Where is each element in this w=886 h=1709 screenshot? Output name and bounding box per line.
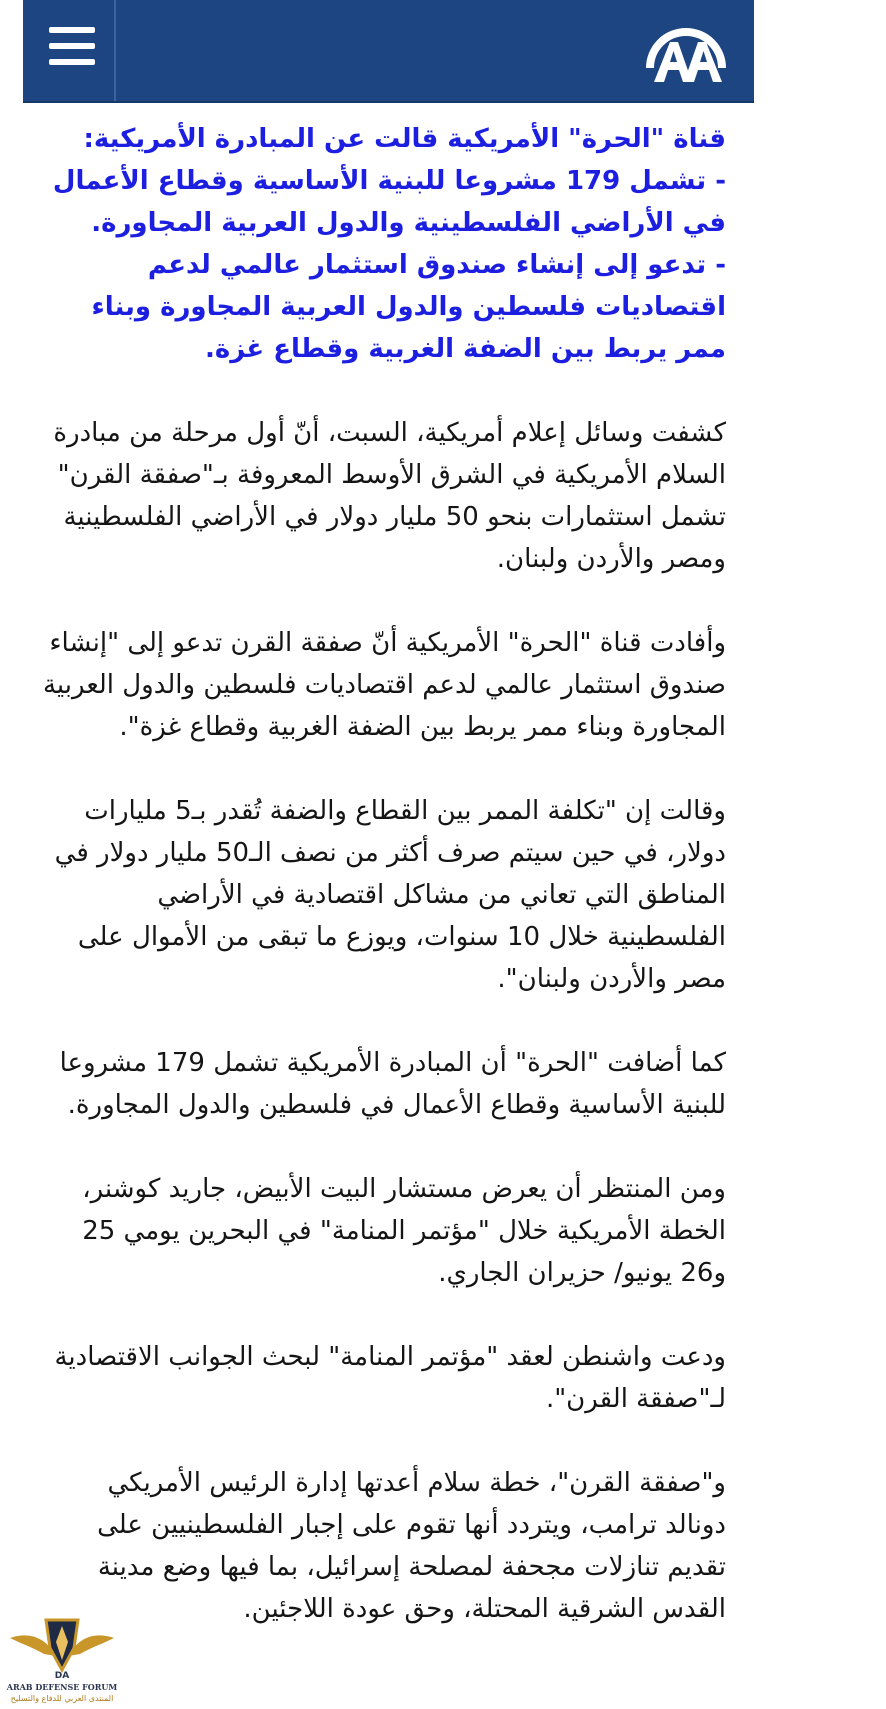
article-body (40, 118, 726, 1672)
article-paragraph: و"صفقة القرن"، خطة سلام أعدتها إدارة الرئيس الأمريكي دونالد ترامب، ويتردد أنها تقوم على إجبار الفلسطينيين على تقديم تنازلات مجحفة لمصلحة إسرائيل، بما فيها وضع مدينة القدس الشرقية المحتلة، وحق عودة اللاجئين. (97, 1468, 726, 1624)
anadolu-agency-logo[interactable] (644, 16, 728, 86)
forum-watermark (4, 1612, 120, 1708)
article-paragraph: كما أضافت "الحرة" أن المبادرة الأمريكية تشمل 179 مشروعا للبنية الأساسية وقطاع الأعمال في فلسطين والدول المجاورة. (59, 1048, 726, 1120)
article-paragraph: وقالت إن "تكلفة الممر بين القطاع والضفة تُقدر بـ5 مليارات دولار، في حين سيتم صرف أكثر من نصف الـ50 مليار دولار في المناطق التي تعاني من مشاكل اقتصادية في الأراضي الفلسطينية خلال 10 سنوات، ويوزع ما تبقى من الأموال على مصر والأردن ولبنان". (54, 796, 726, 994)
watermark-subtitle: المنتدى العربي للدفاع والتسليح (10, 1694, 114, 1703)
watermark-title: ARAB DEFENSE FORUM (6, 1682, 118, 1692)
site-header (23, 0, 754, 103)
article-paragraph: كشفت وسائل إعلام أمريكية، السبت، أنّ أول مرحلة من مبادرة السلام الأمريكية في الشرق الأوسط المعروفة بـ"صفقة القرن" تشمل استثمارات بنحو 50 مليار دولار في الأراضي الفلسطينية ومصر والأردن ولبنان. (53, 418, 726, 574)
aa-logo-icon (644, 16, 728, 86)
article-paragraph: ومن المنتظر أن يعرض مستشار البيت الأبيض، جاريد كوشنر، الخطة الأمريكية خلال "مؤتمر المنامة" في البحرين يومي 25 و26 يونيو/ حزيران الجاري. (82, 1174, 726, 1288)
arab-defense-forum-emblem-icon (4, 1612, 120, 1682)
article-lead-summary (40, 118, 726, 370)
header-divider (114, 0, 116, 101)
svg-text:DA: DA (54, 1671, 70, 1681)
article-paragraph: وأفادت قناة "الحرة" الأمريكية أنّ صفقة القرن تدعو إلى "إنشاء صندوق استثمار عالمي لدعم اقتصاديات فلسطين والدول العربية المجاورة وبناء ممر يربط بين الضفة الغربية وقطاع غزة". (42, 628, 726, 742)
lead-line: قناة "الحرة" الأمريكية قالت عن المبادرة الأمريكية: (83, 124, 726, 154)
article-paragraph: ودعت واشنطن لعقد "مؤتمر المنامة" لبحث الجوانب الاقتصادية لـ"صفقة القرن". (54, 1342, 726, 1414)
lead-line: - تدعو إلى إنشاء صندوق استثمار عالمي لدعم اقتصاديات فلسطين والدول العربية المجاورة وبناء ممر يربط بين الضفة الغربية وقطاع غزة. (91, 250, 726, 364)
hamburger-menu-button[interactable] (23, 0, 114, 101)
lead-line: - تشمل 179 مشروعا للبنية الأساسية وقطاع الأعمال في الأراضي الفلسطينية والدول العربية المجاورة. (52, 166, 726, 238)
